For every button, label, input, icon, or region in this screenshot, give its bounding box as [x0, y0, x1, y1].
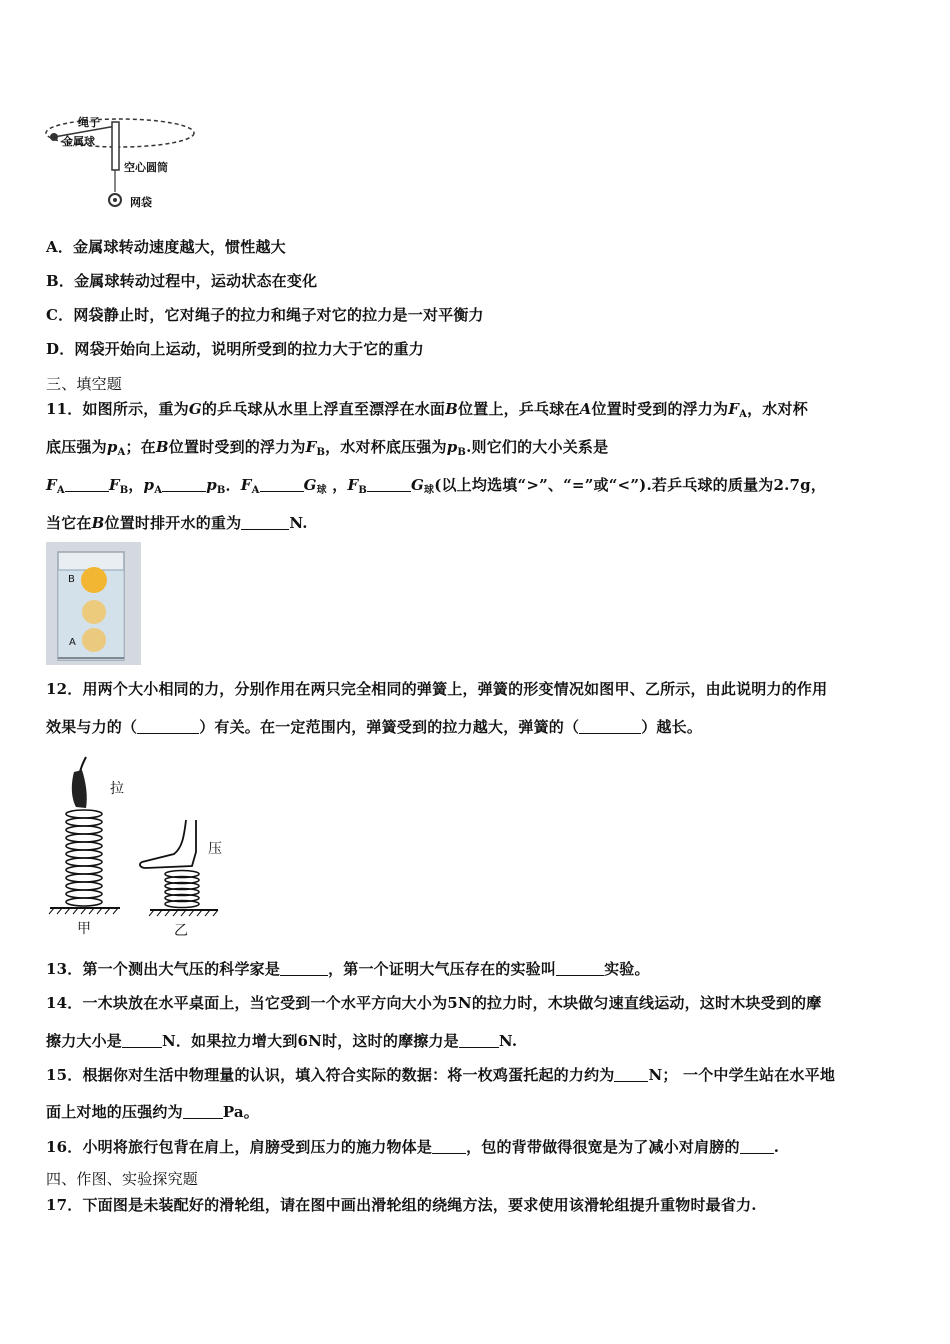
q11-line2: [46, 436, 608, 458]
q14-text: 擦力大小是: [46, 1032, 123, 1050]
symbol: p: [143, 476, 155, 494]
q14-line2: [46, 1030, 517, 1051]
subscript: A: [56, 485, 65, 496]
q11-text: N.: [289, 514, 308, 532]
q16-text: 16．小明将旅行包背在肩上，肩膀受到压力的施力物体是: [46, 1138, 433, 1156]
answer-blank[interactable]: [137, 719, 199, 734]
answer-blank[interactable]: [432, 1139, 466, 1154]
q11-text: ，水对杯底压强为: [325, 438, 447, 456]
fig-label-tube: 空心圆筒: [124, 161, 168, 174]
q15-text: 15．根据你对生活中物理量的认识，填入符合实际的数据：将一枚鸡蛋托起的力约为: [46, 1066, 615, 1084]
symbol: F: [728, 400, 740, 418]
q12-text: ）有关。在一定范围内，弹簧受到的拉力越大，弹簧的（: [199, 718, 580, 736]
answer-blank[interactable]: [241, 515, 289, 530]
subscript: A: [154, 485, 163, 496]
answer-blank[interactable]: [183, 1104, 223, 1119]
option-a: A．金属球转动速度越大，惯性越大: [46, 238, 286, 256]
q16-text: .: [773, 1138, 780, 1156]
q12-line1: 12．用两个大小相同的力，分别作用在两只完全相同的弹簧上，弹簧的形变情况如图甲、乙所示，由此说明力的作用: [46, 680, 828, 698]
subscript: A: [117, 447, 126, 458]
subscript: 球: [423, 485, 435, 496]
symbol: F: [305, 438, 317, 456]
symbol: p: [106, 438, 118, 456]
subscript: B: [316, 447, 326, 458]
q11-text: 位置时受到的浮力为: [591, 400, 729, 418]
answer-blank[interactable]: [367, 477, 411, 492]
photo-label-b: B: [68, 574, 75, 585]
q11-line4: [46, 512, 308, 533]
q11-text: 的乒乓球从水里上浮直至漂浮在水面: [201, 400, 446, 418]
symbol: p: [206, 476, 217, 494]
q11-text: 位置时排开水的重为: [104, 514, 242, 532]
q13-text: ，第一个证明大气压存在的实验叫: [328, 960, 557, 978]
q11-line3: [46, 474, 826, 496]
q17-line: 17．下面图是未装配好的滑轮组，请在图中画出滑轮组的绕绳方法，要求使用该滑轮组提升重物时最省力.: [46, 1196, 757, 1214]
fig-label-bag: 网袋: [130, 196, 152, 209]
subscript: A: [739, 409, 748, 420]
q16-text: ，包的背带做得很宽是为了减小对肩膀的: [466, 1138, 740, 1156]
q15-text: N； 一个中学生站在水平地: [648, 1066, 836, 1084]
q12-line2: [46, 716, 702, 737]
symbol: B: [445, 400, 458, 418]
q13-line: [46, 958, 650, 979]
symbol: A: [579, 400, 592, 418]
fig-label-ball: 金属球: [62, 135, 95, 148]
q11-text: 当它在: [46, 514, 92, 532]
answer-blank[interactable]: [65, 477, 109, 492]
q15-line2: [46, 1101, 259, 1122]
symbol: F: [347, 476, 359, 494]
symbol: B: [91, 514, 105, 532]
q11-text: .则它们的大小关系是: [466, 438, 609, 456]
answer-blank[interactable]: [459, 1033, 499, 1048]
q12-text: 效果与力的（: [46, 718, 138, 736]
symbol: G: [410, 476, 424, 494]
q15-line1: [46, 1064, 835, 1085]
q14-text: N.: [498, 1032, 518, 1050]
answer-blank[interactable]: [162, 477, 206, 492]
symbol: F: [46, 476, 57, 494]
symbol: B: [155, 438, 169, 456]
label-pull: 拉: [110, 781, 124, 797]
q11-text: ；在: [125, 438, 156, 456]
subscript: B: [358, 485, 367, 496]
label-press: 压: [208, 841, 222, 857]
q11-line1: [46, 398, 808, 420]
beaker-drawing: [46, 542, 141, 665]
q11-text: 位置上，乒乓球在: [458, 400, 580, 418]
beaker-photo: [46, 542, 141, 665]
q13-text: 实验。: [604, 960, 650, 978]
photo-label-a: A: [69, 637, 76, 648]
section-heading-experiment: 四、作图、实验探究题: [46, 1170, 199, 1188]
answer-blank[interactable]: [280, 961, 328, 976]
symbol: G: [188, 400, 202, 418]
subscript: B: [119, 485, 129, 496]
symbol: p: [446, 438, 458, 456]
symbol: F: [240, 476, 252, 494]
q11-text: ，水对杯: [747, 400, 808, 418]
answer-blank[interactable]: [579, 719, 641, 734]
option-d: D．网袋开始向上运动，说明所受到的拉力大于它的重力: [46, 340, 425, 358]
fig-label-rope: 绳子: [78, 116, 100, 129]
rotation-figure: [44, 110, 204, 215]
subscript: 球: [316, 485, 327, 496]
option-b: B．金属球转动过程中，运动状态在变化: [46, 272, 318, 290]
q15-text: Pa。: [222, 1103, 260, 1121]
q11-number: 11．: [46, 400, 83, 418]
q11-text: 位置时受到的浮力为: [168, 438, 306, 456]
q13-text: 13．第一个测出大气压的科学家是: [46, 960, 281, 978]
label-jia: 甲: [77, 921, 91, 937]
q12-text: ）越长。: [641, 718, 703, 736]
answer-blank[interactable]: [556, 961, 604, 976]
punct: ，: [326, 476, 348, 494]
q11-text: 底压强为: [46, 438, 107, 456]
option-c: C．网袋静止时，它对绳子的拉力和绳子对它的拉力是一对平衡力: [46, 306, 484, 324]
q14-text: N．如果拉力增大到6N时，这时的摩擦力是: [162, 1032, 459, 1050]
springs-figure: [46, 752, 236, 942]
answer-blank[interactable]: [740, 1139, 774, 1154]
q11-note: (以上均选填“>”、“=”或“<”).若乒乓球的质量为2.7g，: [434, 476, 827, 494]
answer-blank[interactable]: [260, 477, 304, 492]
subscript: A: [251, 485, 260, 496]
answer-blank[interactable]: [122, 1033, 162, 1048]
q15-text: 面上对地的压强约为: [46, 1103, 183, 1121]
symbol: G: [303, 476, 317, 494]
q16-line: [46, 1136, 779, 1157]
subscript: B: [216, 485, 226, 496]
punct: ，: [128, 476, 144, 494]
q14-line1: 14．一木块放在水平桌面上，当它受到一个水平方向大小为5N的拉力时，木块做匀速直线运动，这时木块受到的摩: [46, 994, 822, 1012]
answer-blank[interactable]: [614, 1067, 648, 1082]
label-yi: 乙: [174, 923, 188, 939]
punct: ．: [225, 476, 241, 494]
symbol: F: [108, 476, 120, 494]
section-heading-fill-in: 三、填空题: [46, 375, 123, 393]
subscript: B: [457, 447, 467, 458]
q11-text: 如图所示，重为: [82, 400, 189, 418]
